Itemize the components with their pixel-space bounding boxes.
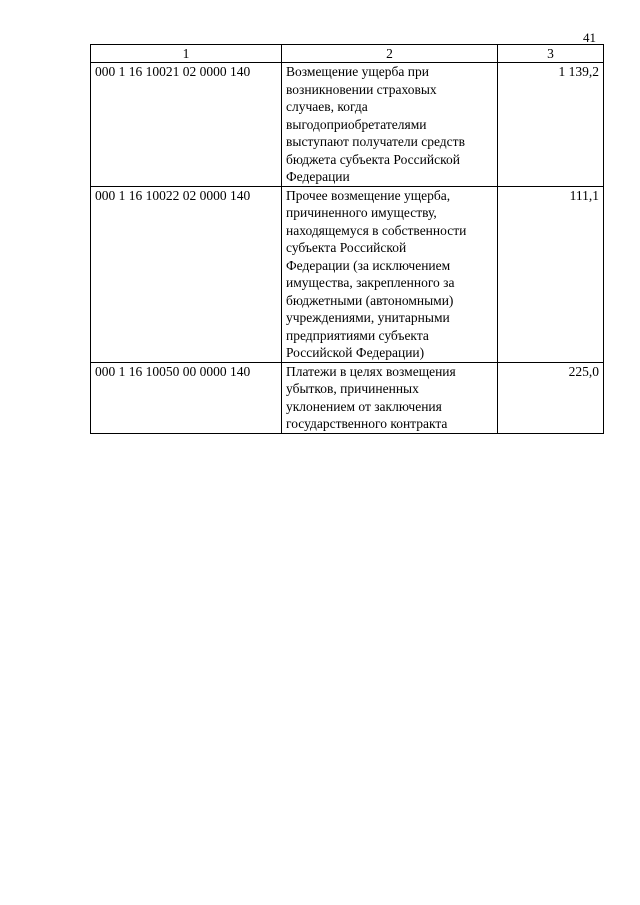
description-line: случаев, когда (286, 99, 368, 114)
description-line: Федерации (за исключением (286, 257, 451, 273)
table-row (91, 63, 604, 187)
description-line: выступают получатели средств (286, 134, 465, 149)
description-line: причиненного имуществу, (286, 205, 437, 220)
amount-value: 225,0 (498, 362, 604, 433)
description-line: Федерации (286, 169, 350, 184)
amount-value: 111,1 (498, 186, 604, 362)
description-line: Платежи в целях возмещения (286, 363, 456, 379)
budget-classification-code: 000 1 16 10021 02 0000 140 (91, 63, 282, 187)
revenue-description (282, 63, 498, 187)
description-line: учреждениями, унитарными (286, 310, 450, 325)
column-header-2: 2 (282, 45, 498, 63)
budget-revenue-table (90, 44, 604, 434)
revenue-description (282, 186, 498, 362)
table-row (91, 186, 604, 362)
description-line: имущества, закрепленного за (286, 275, 455, 290)
description-line: субъекта Российской (286, 240, 407, 255)
description-line: убытков, причиненных (286, 381, 419, 396)
page-number: 41 (583, 30, 596, 45)
description-line: уклонением от заключения (286, 398, 442, 414)
table-row (91, 362, 604, 433)
description-line: бюджета субъекта Российской (286, 151, 460, 167)
description-line: находящемуся в собственности (286, 222, 467, 238)
column-header-1: 1 (91, 45, 282, 63)
description-line: Возмещение ущерба при (286, 64, 429, 79)
description-line: бюджетными (автономными) (286, 292, 454, 308)
table-header-row (91, 45, 604, 63)
column-header-3: 3 (498, 45, 604, 63)
amount-value: 1 139,2 (498, 63, 604, 187)
budget-classification-code: 000 1 16 10050 00 0000 140 (91, 362, 282, 433)
revenue-description (282, 362, 498, 433)
description-line: предприятиями субъекта (286, 327, 429, 343)
description-line: государственного контракта (286, 416, 448, 431)
description-line: выгодоприобретателями (286, 116, 427, 132)
description-line: Прочее возмещение ущерба, (286, 187, 451, 203)
description-line: Российской Федерации) (286, 345, 425, 360)
description-line: возникновении страховых (286, 81, 437, 97)
budget-classification-code: 000 1 16 10022 02 0000 140 (91, 186, 282, 362)
